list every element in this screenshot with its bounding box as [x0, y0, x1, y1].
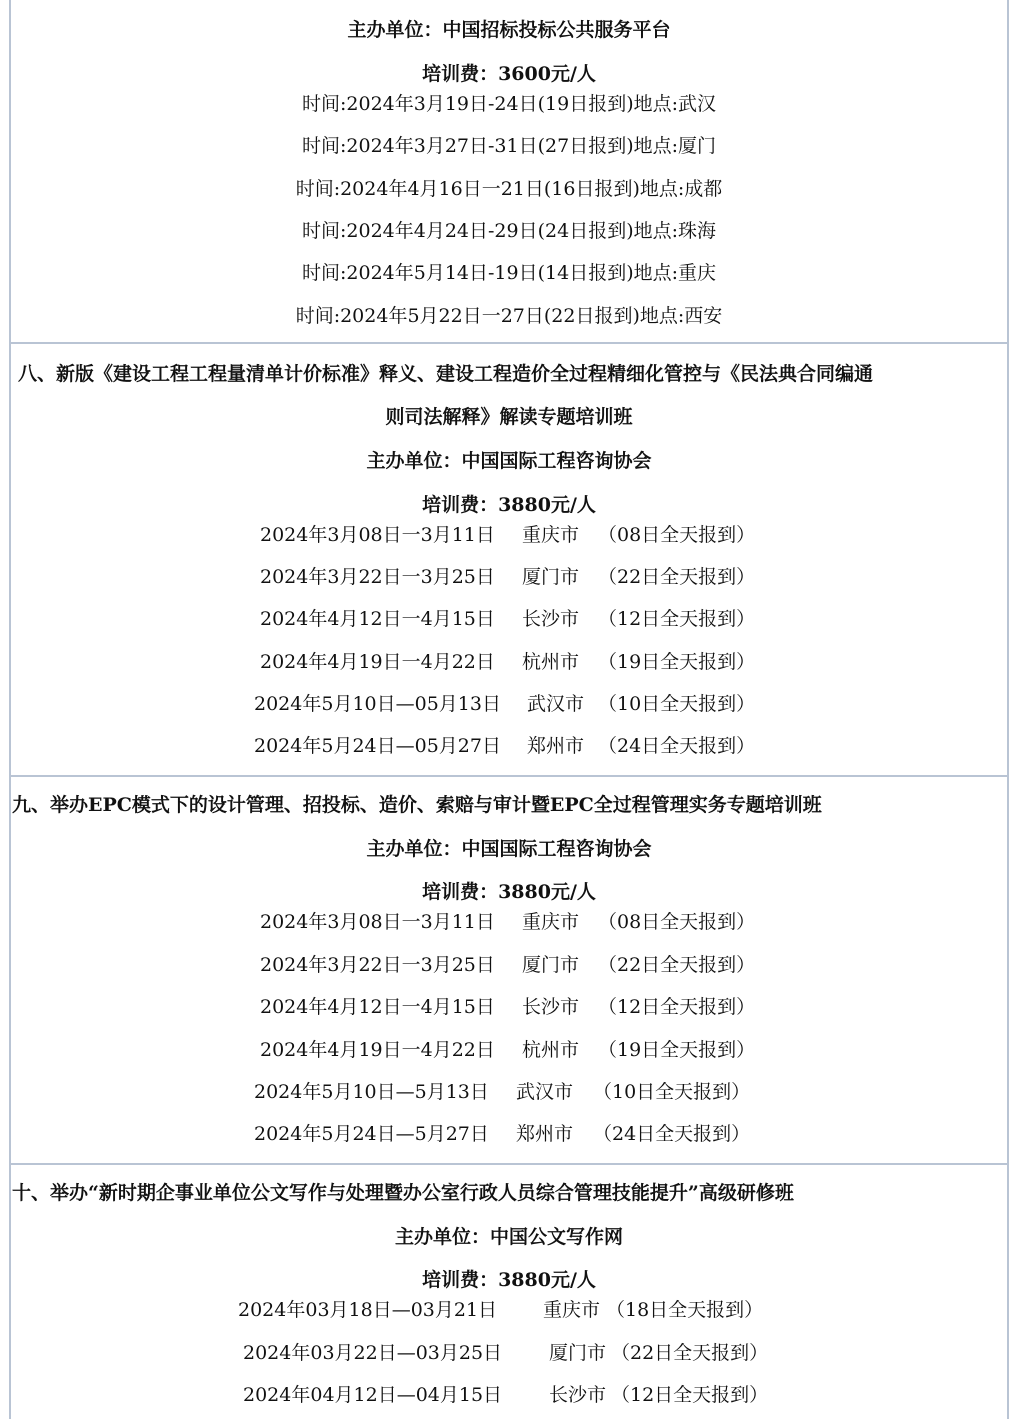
session-note: （19日全天报到）: [598, 651, 756, 673]
s9-host: 主办单位：中国国际工程咨询协会: [366, 838, 652, 860]
s7-session: 时间:2024年3月19日-24日(19日报到)地点:武汉: [301, 93, 717, 115]
s9-title: 九、举办EPC模式下的设计管理、招投标、造价、索赔与审计暨EPC全过程管理实务专题培训班: [12, 794, 822, 816]
session-date: 2024年4月19日一4月22日: [260, 1039, 495, 1061]
session-note: （12日全天报到）: [611, 1384, 769, 1406]
session-city: 重庆市: [522, 911, 580, 933]
s8-session-row: [9, 734, 1009, 758]
session-city: 重庆市: [543, 1299, 601, 1321]
s9-session-row: [9, 1122, 1009, 1146]
session-city: 厦门市: [522, 954, 580, 976]
s8-session-row: [9, 650, 1009, 674]
session-city: 厦门市: [549, 1342, 607, 1364]
s8-session-row: [9, 607, 1009, 631]
s8-title-line1: 八、新版《建设工程工程量清单计价标准》释义、建设工程造价全过程精细化管控与《民法典合同编通: [18, 363, 874, 385]
session-note: （22日全天报到）: [598, 566, 756, 588]
session-city: 长沙市: [522, 996, 580, 1018]
session-date: 2024年04月12日—04月15日: [243, 1384, 503, 1406]
session-date: 2024年5月10日—5月13日: [254, 1081, 489, 1103]
s7-session: 时间:2024年4月16日一21日(16日报到)地点:成都: [295, 178, 723, 200]
section-divider: [9, 775, 1009, 777]
session-date: 2024年03月22日—03月25日: [243, 1342, 503, 1364]
s9-session-row: [9, 910, 1009, 934]
session-date: 2024年4月12日一4月15日: [260, 996, 495, 1018]
s8-fee: 培训费：3880元/人: [422, 494, 596, 516]
s7-session: 时间:2024年5月22日一27日(22日报到)地点:西安: [295, 305, 723, 327]
s10-session-row: [9, 1383, 1009, 1407]
session-city: 厦门市: [522, 566, 580, 588]
session-date: 2024年3月08日一3月11日: [260, 524, 495, 546]
section-divider: [9, 342, 1009, 344]
session-city: 杭州市: [522, 1039, 580, 1061]
session-note: （10日全天报到）: [598, 693, 756, 715]
session-date: 2024年4月19日一4月22日: [260, 651, 495, 673]
session-city: 武汉市: [516, 1081, 574, 1103]
session-city: 长沙市: [522, 608, 580, 630]
session-note: （08日全天报到）: [598, 911, 756, 933]
s10-session-row: [9, 1298, 1009, 1322]
s9-fee: 培训费：3880元/人: [422, 881, 596, 903]
session-date: 2024年3月08日一3月11日: [260, 911, 495, 933]
session-note: （12日全天报到）: [598, 608, 756, 630]
s8-session-row: [9, 692, 1009, 716]
s9-session-row: [9, 953, 1009, 977]
session-note: （22日全天报到）: [611, 1342, 769, 1364]
session-note: （22日全天报到）: [598, 954, 756, 976]
session-city: 郑州市: [516, 1123, 574, 1145]
s9-session-row: [9, 1080, 1009, 1104]
s9-session-row: [9, 995, 1009, 1019]
session-note: （12日全天报到）: [598, 996, 756, 1018]
session-note: （24日全天报到）: [598, 735, 756, 757]
s9-session-row: [9, 1038, 1009, 1062]
session-note: （24日全天报到）: [593, 1123, 751, 1145]
session-date: 2024年3月22日一3月25日: [260, 566, 495, 588]
s10-title: 十、举办“新时期企事业单位公文写作与处理暨办公室行政人员综合管理技能提升”高级研修班: [12, 1182, 794, 1204]
s8-session-row: [9, 523, 1009, 547]
s7-fee: 培训费：3600元/人: [422, 63, 596, 85]
session-city: 重庆市: [522, 524, 580, 546]
s7-session: 时间:2024年4月24日-29日(24日报到)地点:珠海: [301, 220, 717, 242]
session-date: 2024年4月12日一4月15日: [260, 608, 495, 630]
session-date: 2024年3月22日一3月25日: [260, 954, 495, 976]
section-divider: [9, 1163, 1009, 1165]
session-date: 2024年03月18日—03月21日: [238, 1299, 498, 1321]
session-note: （08日全天报到）: [598, 524, 756, 546]
s10-session-row: [9, 1341, 1009, 1365]
session-note: （18日全天报到）: [606, 1299, 764, 1321]
session-date: 2024年5月24日—5月27日: [254, 1123, 489, 1145]
s10-host: 主办单位：中国公文写作网: [394, 1226, 623, 1248]
session-city: 杭州市: [522, 651, 580, 673]
s8-session-row: [9, 565, 1009, 589]
s7-host: 主办单位：中国招标投标公共服务平台: [347, 19, 671, 41]
s7-session: 时间:2024年5月14日-19日(14日报到)地点:重庆: [301, 262, 717, 284]
session-city: 武汉市: [527, 693, 585, 715]
session-date: 2024年5月10日—05月13日: [254, 693, 501, 715]
s8-title-line2: 则司法解释》解读专题培训班: [385, 406, 633, 428]
session-city: 长沙市: [549, 1384, 607, 1406]
s7-session: 时间:2024年3月27日-31日(27日报到)地点:厦门: [301, 135, 717, 157]
session-date: 2024年5月24日—05月27日: [254, 735, 501, 757]
s10-fee: 培训费：3880元/人: [422, 1269, 596, 1291]
session-city: 郑州市: [527, 735, 585, 757]
s8-host: 主办单位：中国国际工程咨询协会: [366, 450, 652, 472]
session-note: （19日全天报到）: [598, 1039, 756, 1061]
session-note: （10日全天报到）: [593, 1081, 751, 1103]
